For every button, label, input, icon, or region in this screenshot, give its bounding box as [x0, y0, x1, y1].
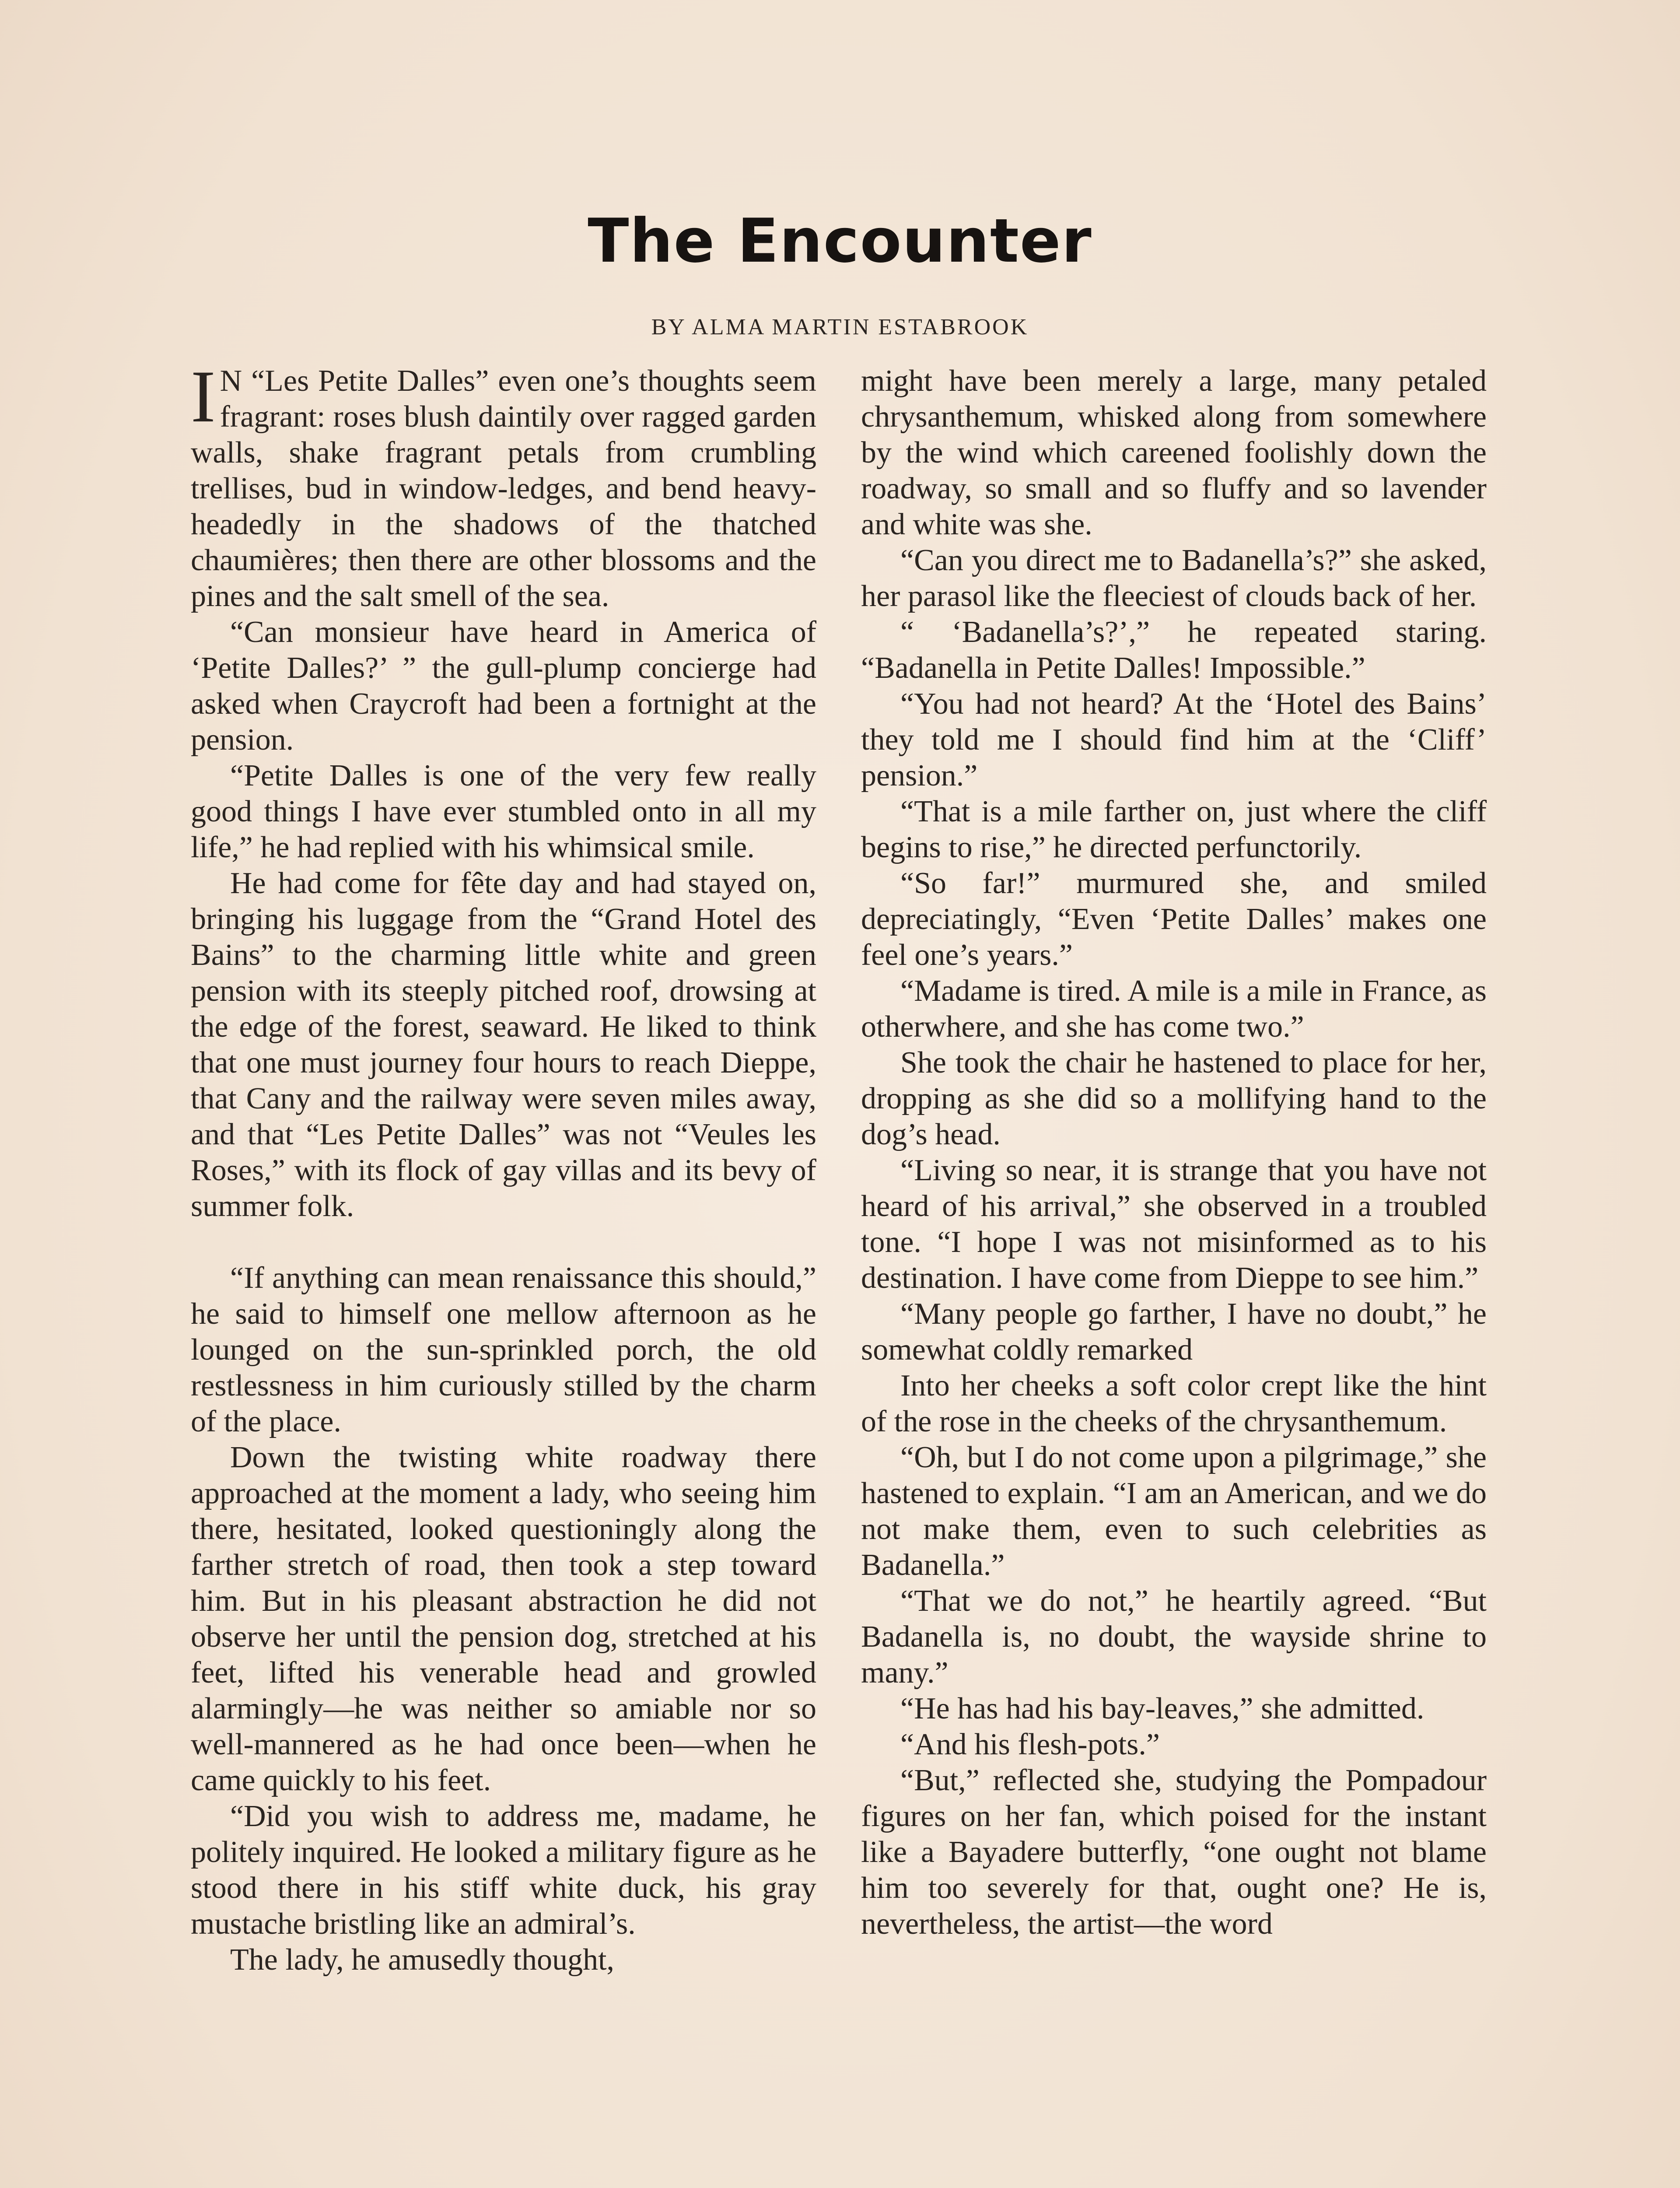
paragraph: “Oh, but I do not come upon a pilgrimage,” she hastened to explain. “I am an American, and we do not make them, even to such celebrities as Badanella.” [861, 1441, 1487, 1582]
paragraph-text: N “Les Petite Dalles” even one’s thoughts seem fragrant: roses blush daintily over ragged garden walls, shake fragrant petals from crumbling trellises, bud in window-ledges, and bend heavy-headedly in the shadows of the thatched chaumières; then there are other blossoms and the pines and the salt smell of the sea. [191, 364, 816, 613]
paragraph: He had come for fête day and had stayed on, bringing his luggage from the “Grand Hotel des Bains” to the charming little white and green pension with its steeply pitched roof, drowsing at the edge of the forest, seaward. He liked to think that one must journey four hours to reach Dieppe, that Cany and the railway were seven miles away, and that “Les Petite Dalles” was not “Veules les Roses,” with its flock of gay villas and its bevy of summer folk. [191, 866, 816, 1223]
paragraph: She took the chair he hastened to place for her, dropping as she did so a mollifying hand to the dog’s head. [861, 1046, 1487, 1151]
left-text-column [191, 355, 816, 1978]
paragraph: “So far!” murmured she, and smiled depreciatingly, “Even ‘Petite Dalles’ makes one feel one’s years.” [861, 866, 1487, 972]
paragraph: “That is a mile farther on, just where the cliff begins to rise,” he directed perfunctorily. [861, 795, 1487, 864]
paragraph: “Can you direct me to Badanella’s?” she asked, her parasol like the fleeciest of clouds back of her. [861, 543, 1487, 613]
paragraph: “But,” reflected she, studying the Pompadour figures on her fan, which poised for the instant like a Bayadere butterfly, “one ought not blame him too severely for that, ought one? He is, nevertheless, the artist—the word [861, 1764, 1487, 1941]
paragraph: “If anything can mean renaissance this should,” he said to himself one mellow afternoon as he lounged on the sun-sprinkled porch, the old restlessness in him curiously stilled by the charm of the place. [191, 1261, 816, 1438]
paragraph [191, 355, 816, 614]
paragraph: “You had not heard? At the ‘Hotel des Bains’ they told me I should find him at the ‘Cliff’ pension.” [861, 687, 1487, 792]
paragraph: might have been merely a large, many petaled chrysanthemum, whisked along from somewhere by the wind which careened foolishly down the roadway, so small and so fluffy and so lavender and white was she. [861, 364, 1487, 541]
paragraph: “Living so near, it is strange that you have not heard of his arrival,” she observed in a troubled tone. “I hope I was not misinformed as to his destination. I have come from Dieppe to see him.” [861, 1154, 1487, 1295]
paragraph: “Did you wish to address me, madame, he politely inquired. He looked a military figure as he stood there in his stiff white duck, his gray mustache bristling like an admiral’s. [191, 1799, 816, 1941]
article-byline: BY ALMA MARTIN ESTABROOK [651, 315, 1029, 340]
paragraph: “Many people go farther, I have no doubt,” he somewhat coldly remarked [861, 1297, 1487, 1367]
drop-cap: I [191, 355, 216, 438]
paragraph: “Madame is tired. A mile is a mile in France, as otherwhere, and she has come two.” [861, 974, 1487, 1044]
paragraph: “Petite Dalles is one of the very few really good things I have ever stumbled onto in all my life,” he had replied with his whimsical smile. [191, 759, 816, 864]
paragraph: “That we do not,” he heartily agreed. “But Badanella is, no doubt, the wayside shrine to many.” [861, 1584, 1487, 1690]
paragraph: “And his flesh-pots.” [900, 1728, 1160, 1761]
paragraph: Down the twisting white roadway there approached at the moment a lady, who seeing him there, hesitated, looked questioningly along the farther stretch of road, then took a step toward him. But in his pleasant abstraction he did not observe her until the pension dog, stretched at his feet, lifted his venerable head and growled alarmingly—he was neither so amiable nor so well-mannered as he had once been—when he came quickly to his feet. [191, 1441, 816, 1797]
paragraph: “ ‘Badanella’s?’,” he repeated staring. “Badanella in Petite Dalles! Impossible.” [861, 615, 1487, 685]
paragraph: “He has had his bay-leaves,” she admitted. [900, 1692, 1424, 1725]
paragraph: The lady, he amusedly thought, [230, 1943, 615, 1977]
article-title: The Encounter [588, 206, 1092, 276]
paragraph: Into her cheeks a soft color crept like the hint of the rose in the cheeks of the chrysanthemum. [861, 1369, 1487, 1438]
right-text-column [861, 363, 1487, 1942]
paragraph: “Can monsieur have heard in America of ‘Petite Dalles?’ ” the gull-plump concierge had asked when Craycroft had been a fortnight at the pension. [191, 615, 816, 757]
